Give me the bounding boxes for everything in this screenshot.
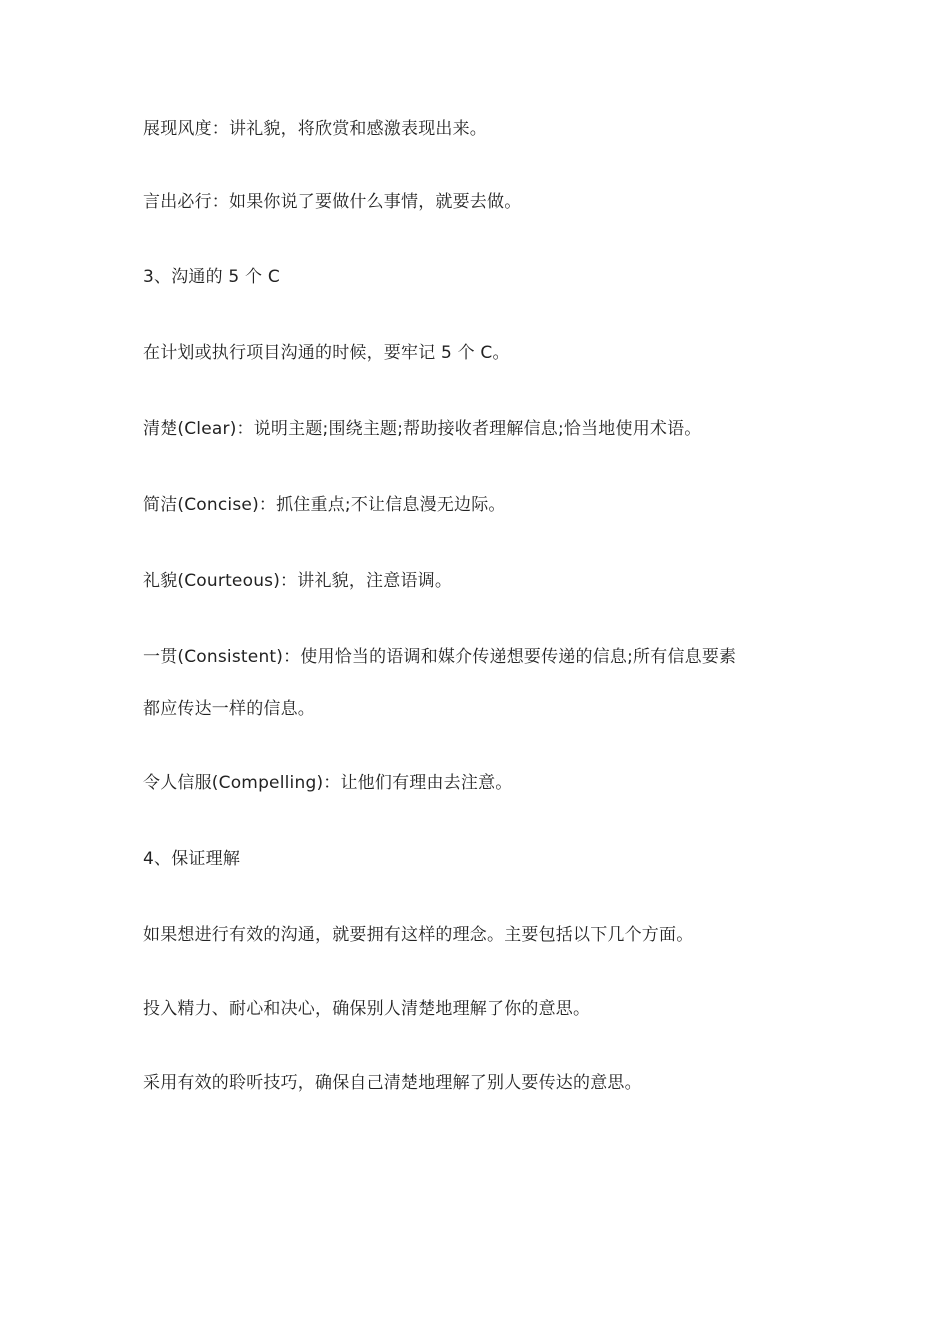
section-heading-understanding: 4、保证理解 xyxy=(143,849,241,869)
paragraph-keep-promises: 言出必行：如果你说了要做什么事情，就要去做。 xyxy=(143,192,522,212)
paragraph-clear: 清楚(Clear)：说明主题;围绕主题;帮助接收者理解信息;恰当地使用术语。 xyxy=(143,419,702,439)
paragraph-compelling: 令人信服(Compelling)：让他们有理由去注意。 xyxy=(143,773,513,793)
paragraph-5c-intro: 在计划或执行项目沟通的时候，要牢记 5 个 C。 xyxy=(143,343,510,363)
paragraph-listening-skills: 采用有效的聆听技巧，确保自己清楚地理解了别人要传达的意思。 xyxy=(143,1073,642,1093)
section-heading-5c: 3、沟通的 5 个 C xyxy=(143,267,280,287)
paragraph-demeanor: 展现风度：讲礼貌，将欣赏和感激表现出来。 xyxy=(143,119,487,139)
paragraph-effort-patience: 投入精力、耐心和决心，确保别人清楚地理解了你的意思。 xyxy=(143,999,591,1019)
paragraph-consistent: 一贯(Consistent)：使用恰当的语调和媒介传递想要传递的信息;所有信息要素 xyxy=(143,647,737,667)
paragraph-understanding-intro: 如果想进行有效的沟通，就要拥有这样的理念。主要包括以下几个方面。 xyxy=(143,925,694,945)
paragraph-consistent-continued: 都应传达一样的信息。 xyxy=(143,699,315,719)
paragraph-courteous: 礼貌(Courteous)：讲礼貌，注意语调。 xyxy=(143,571,453,591)
paragraph-concise: 简洁(Concise)：抓住重点;不让信息漫无边际。 xyxy=(143,495,506,515)
